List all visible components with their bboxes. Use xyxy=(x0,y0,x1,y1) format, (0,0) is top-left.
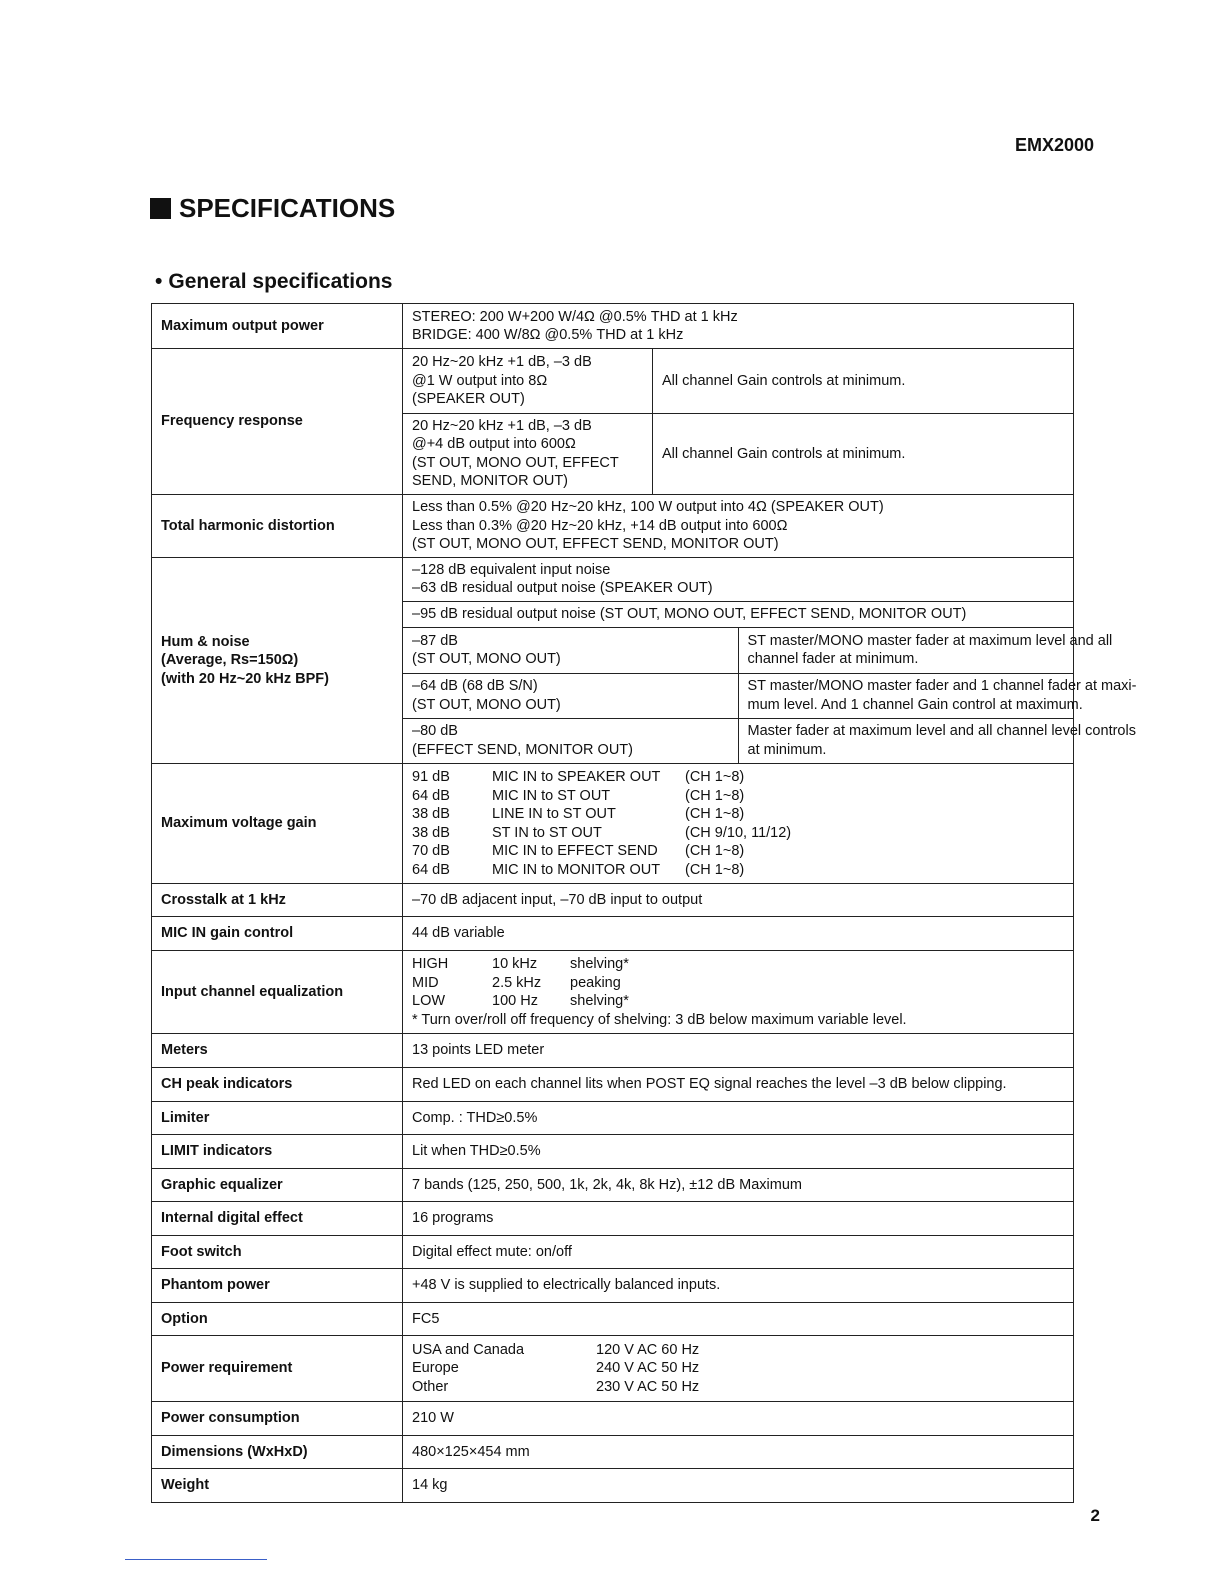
table-row xyxy=(152,1202,1074,1236)
value-line: –80 dB xyxy=(412,723,458,740)
spec-label: LIMIT indicators xyxy=(152,1135,403,1169)
gain-grid xyxy=(412,768,1064,879)
spec-label: Graphic equalizer xyxy=(152,1169,403,1202)
eq-freq: 10 kHz xyxy=(492,956,538,972)
table-row xyxy=(152,1102,1074,1135)
eq-type: peaking xyxy=(570,974,621,991)
value-line: SEND, MONITOR OUT) xyxy=(412,473,569,490)
gain-channels: (CH 1~8) xyxy=(685,769,745,785)
power-voltage: 120 V AC 60 Hz xyxy=(596,1341,700,1358)
label-line: (Average, Rs=150Ω) xyxy=(161,652,299,669)
spec-value: Comp. : THD≥0.5% xyxy=(403,1102,1074,1135)
spec-value xyxy=(403,1336,1074,1402)
table-row xyxy=(152,764,1074,884)
table-row xyxy=(152,1303,1074,1336)
spec-value: FC5 xyxy=(403,1303,1074,1336)
table-row xyxy=(152,1068,1074,1102)
power-voltage: 230 V AC 50 Hz xyxy=(596,1378,700,1395)
spec-label: Power consumption xyxy=(152,1402,403,1436)
value-line: (EFFECT SEND, MONITOR OUT) xyxy=(412,741,633,758)
value-line: –64 dB (68 dB S/N) xyxy=(412,678,538,694)
spec-value xyxy=(403,558,1137,764)
power-voltage: 240 V AC 50 Hz xyxy=(596,1360,700,1377)
spec-value: 16 programs xyxy=(403,1202,1074,1236)
table-row xyxy=(152,1169,1074,1202)
eq-freq: 2.5 kHz xyxy=(492,974,542,991)
square-bullet-icon xyxy=(150,198,171,219)
table-row xyxy=(152,1034,1074,1068)
spec-value xyxy=(403,764,1074,884)
sub-row xyxy=(403,558,1073,601)
value-line: @1 W output into 8Ω xyxy=(412,372,548,389)
eq-freq: 100 Hz xyxy=(492,993,538,1009)
spec-value xyxy=(403,951,1074,1034)
table-row xyxy=(152,558,1074,764)
spec-label: Maximum output power xyxy=(152,304,403,349)
sub-right xyxy=(738,627,1113,673)
spec-label: Total harmonic distortion xyxy=(152,495,403,558)
value-line: Less than 0.5% @20 Hz~20 kHz, 100 W output into 4Ω (SPEAKER OUT) xyxy=(412,499,884,516)
gain-path: MIC IN to EFFECT SEND xyxy=(492,843,658,859)
eq-grid xyxy=(412,955,1064,1011)
gain-channels: (CH 1~8) xyxy=(685,861,745,878)
gain-path: LINE IN to ST OUT xyxy=(492,806,616,822)
value-line: ST master/MONO master fader at maximum level and all xyxy=(747,632,1113,649)
spec-value xyxy=(403,349,1074,495)
section-title xyxy=(155,270,392,294)
eq-type: shelving* xyxy=(570,993,629,1009)
spec-label: Weight xyxy=(152,1469,403,1503)
section-title-text: General specifications xyxy=(168,270,393,293)
power-region: Other xyxy=(412,1378,449,1395)
table-row xyxy=(152,951,1074,1034)
spec-label: Internal digital effect xyxy=(152,1202,403,1236)
spec-value: 14 kg xyxy=(403,1469,1074,1503)
spec-label: Foot switch xyxy=(152,1236,403,1269)
page-number: 2 xyxy=(1090,1506,1100,1525)
gain-path: MIC IN to SPEAKER OUT xyxy=(492,769,661,785)
spec-value: 44 dB variable xyxy=(403,917,1074,951)
sub-left xyxy=(403,627,738,673)
sub-right: All channel Gain controls at minimum. xyxy=(653,349,1074,413)
spec-label: Maximum voltage gain xyxy=(152,764,403,884)
spec-table xyxy=(151,303,1137,1503)
gain-value: 38 dB xyxy=(412,806,450,822)
value-line: 20 Hz~20 kHz +1 dB, –3 dB xyxy=(412,354,592,370)
gain-channels: (CH 9/10, 11/12) xyxy=(685,824,792,841)
sub-full xyxy=(403,558,1073,601)
spec-value: 7 bands (125, 250, 500, 1k, 2k, 4k, 8k Hz), ±12 dB Maximum xyxy=(403,1169,1074,1202)
table-row xyxy=(152,304,1074,349)
page-title-text: SPECIFICATIONS xyxy=(179,193,396,223)
value-line: at minimum. xyxy=(747,741,827,758)
table-row xyxy=(152,1436,1074,1469)
value-line: (ST OUT, MONO OUT, EFFECT SEND, MONITOR OUT) xyxy=(412,536,779,553)
table-row xyxy=(152,1469,1074,1503)
value-line: (ST OUT, MONO OUT) xyxy=(412,696,561,713)
value-line: mum level. And 1 channel Gain control at maximum. xyxy=(747,696,1083,713)
gain-value: 64 dB xyxy=(412,861,450,878)
spec-label: Phantom power xyxy=(152,1269,403,1303)
value-line: ST master/MONO master fader and 1 channel fader at maxi- xyxy=(747,678,1137,694)
spec-value xyxy=(403,495,1074,558)
table-row xyxy=(152,1269,1074,1303)
sub-left xyxy=(403,413,653,494)
sub-row xyxy=(403,673,1073,718)
eq-band: HIGH xyxy=(412,956,449,972)
value-line: 20 Hz~20 kHz +1 dB, –3 dB xyxy=(412,417,592,434)
spec-value: +48 V is supplied to electrically balanced inputs. xyxy=(403,1269,1074,1303)
gain-channels: (CH 1~8) xyxy=(685,787,745,804)
spec-value: Red LED on each channel lits when POST EQ signal reaches the level –3 dB below clipping. xyxy=(403,1068,1074,1102)
sub-row xyxy=(403,349,1073,413)
spec-label: Dimensions (WxHxD) xyxy=(152,1436,403,1469)
sub-left xyxy=(403,718,738,763)
page-title xyxy=(150,193,395,224)
value-line: STEREO: 200 W+200 W/4Ω @0.5% THD at 1 kHz xyxy=(412,308,738,325)
sub-row xyxy=(403,718,1073,763)
label-line: Hum & noise xyxy=(161,633,250,650)
spec-value: Digital effect mute: on/off xyxy=(403,1236,1074,1269)
divider xyxy=(125,1559,267,1560)
spec-label: Crosstalk at 1 kHz xyxy=(152,884,403,917)
gain-channels: (CH 1~8) xyxy=(685,806,745,822)
table-row xyxy=(152,495,1074,558)
spec-label: Power requirement xyxy=(152,1336,403,1402)
spec-value xyxy=(403,304,1074,349)
spec-label: CH peak indicators xyxy=(152,1068,403,1102)
spec-value: 13 points LED meter xyxy=(403,1034,1074,1068)
label-line: (with 20 Hz~20 kHz BPF) xyxy=(161,670,329,687)
gain-value: 70 dB xyxy=(412,843,450,859)
value-line: @+4 dB output into 600Ω xyxy=(412,436,576,453)
eq-band: LOW xyxy=(412,993,446,1009)
eq-note: * Turn over/roll off frequency of shelving: 3 dB below maximum variable level. xyxy=(412,1011,907,1028)
model-name: EMX2000 xyxy=(1014,135,1094,155)
sub-full: –95 dB residual output noise (ST OUT, MONO OUT, EFFECT SEND, MONITOR OUT) xyxy=(403,601,1073,627)
spec-label: Frequency response xyxy=(152,349,403,495)
gain-value: 38 dB xyxy=(412,824,450,841)
eq-type: shelving* xyxy=(570,956,629,972)
gain-path: MIC IN to ST OUT xyxy=(492,787,611,804)
power-grid xyxy=(412,1341,1064,1397)
sub-right xyxy=(738,718,1136,763)
sub-row xyxy=(403,601,1073,627)
value-line: (SPEAKER OUT) xyxy=(412,391,525,407)
gain-path: MIC IN to MONITOR OUT xyxy=(492,861,661,878)
value-line: –87 dB xyxy=(412,632,458,649)
value-line: (ST OUT, MONO OUT, EFFECT xyxy=(412,454,619,471)
power-region: USA and Canada xyxy=(412,1341,525,1358)
value-line: Less than 0.3% @20 Hz~20 kHz, +14 dB output into 600Ω xyxy=(412,517,788,534)
table-row xyxy=(152,884,1074,917)
table-row xyxy=(152,349,1074,495)
spec-label xyxy=(152,558,403,764)
sub-left xyxy=(403,349,653,413)
eq-band: MID xyxy=(412,974,439,991)
spec-label: Input channel equalization xyxy=(152,951,403,1034)
sub-right: All channel Gain controls at minimum. xyxy=(662,445,906,462)
gain-value: 64 dB xyxy=(412,787,450,804)
spec-label: Meters xyxy=(152,1034,403,1068)
sub-row xyxy=(403,413,1073,494)
spec-value: 480×125×454 mm xyxy=(403,1436,1074,1469)
bullet-icon: • xyxy=(155,270,163,293)
spec-value: –70 dB adjacent input, –70 dB input to output xyxy=(403,884,1074,917)
gain-path: ST IN to ST OUT xyxy=(492,824,602,841)
value-line: BRIDGE: 400 W/8Ω @0.5% THD at 1 kHz xyxy=(412,327,684,343)
table-row xyxy=(152,917,1074,951)
spec-value: 210 W xyxy=(403,1402,1074,1436)
table-row xyxy=(152,1336,1074,1402)
spec-value: Lit when THD≥0.5% xyxy=(403,1135,1074,1169)
table-row xyxy=(152,1402,1074,1436)
sub-table xyxy=(403,558,1137,763)
sub-row xyxy=(403,627,1073,673)
value-line: –63 dB residual output noise (SPEAKER OUT) xyxy=(412,580,713,597)
gain-value: 91 dB xyxy=(412,769,450,785)
table-row xyxy=(152,1236,1074,1269)
sub-table xyxy=(403,349,1073,494)
value-line: channel fader at minimum. xyxy=(747,651,919,667)
spec-label: MIC IN gain control xyxy=(152,917,403,951)
table-row xyxy=(152,1135,1074,1169)
value-line: –128 dB equivalent input noise xyxy=(412,561,611,578)
sub-right xyxy=(738,673,1137,718)
power-region: Europe xyxy=(412,1360,459,1377)
sub-left xyxy=(403,673,738,718)
gain-channels: (CH 1~8) xyxy=(685,843,745,859)
spec-label: Option xyxy=(152,1303,403,1336)
spec-label: Limiter xyxy=(152,1102,403,1135)
value-line: Master fader at maximum level and all channel level controls xyxy=(747,723,1136,740)
value-line: (ST OUT, MONO OUT) xyxy=(412,651,561,667)
